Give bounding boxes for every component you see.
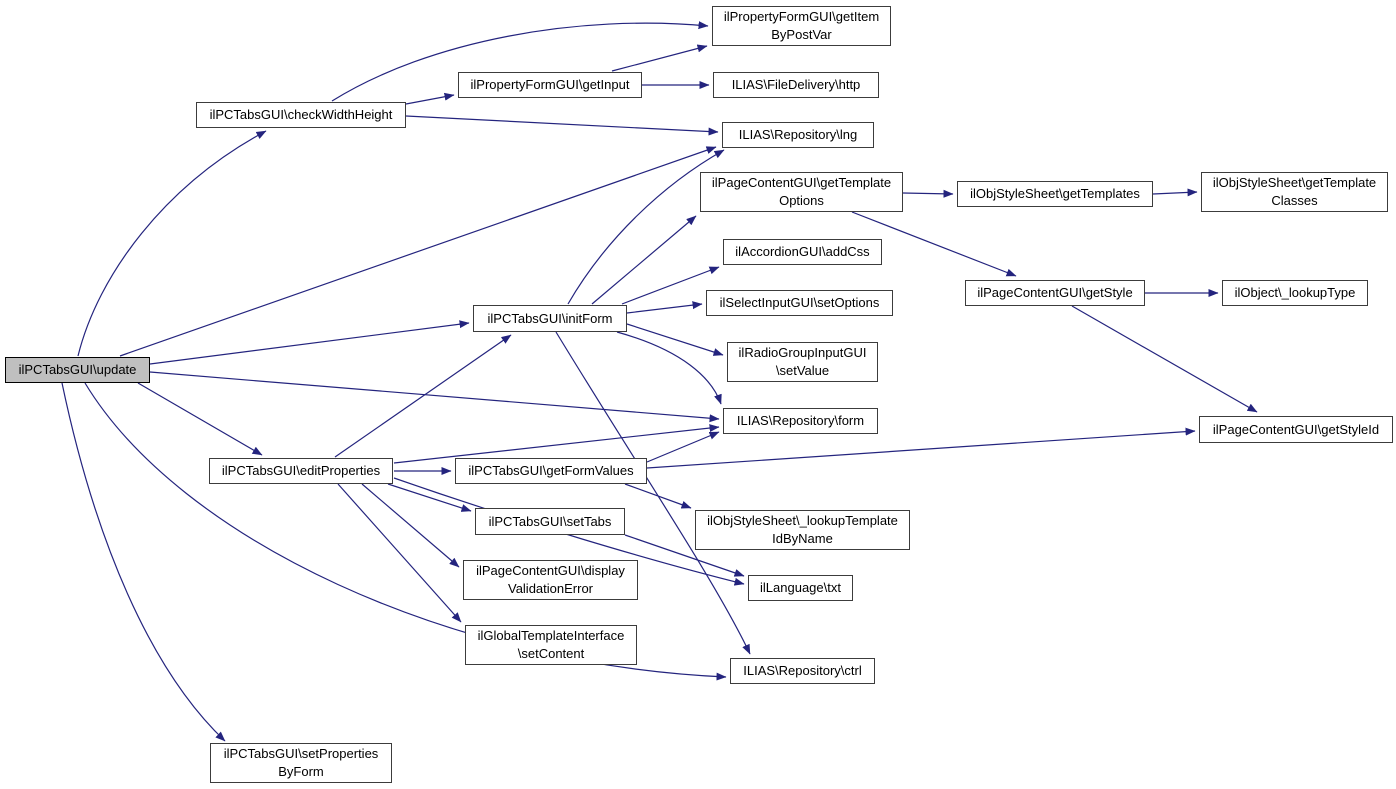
node-getTemplateOptions[interactable] — [700, 172, 903, 212]
node-setTabs[interactable] — [475, 508, 625, 535]
node-label: ByPostVar — [771, 27, 832, 42]
edge-getFormValues-getStyleId — [647, 431, 1195, 468]
node-label: ILIAS\Repository\form — [736, 413, 865, 429]
node-getStyle[interactable] — [965, 280, 1145, 306]
node-label: ilLanguage\txt — [760, 580, 841, 596]
node-label: ValidationError — [507, 581, 594, 596]
node-lng[interactable] — [722, 122, 874, 148]
node-label: ilPCTabsGUI\editProperties — [221, 463, 381, 479]
node-ctrl[interactable] — [730, 658, 875, 684]
node-label: IdByName — [772, 531, 833, 546]
node-label: Classes — [1271, 193, 1318, 208]
node-setOptions[interactable] — [706, 290, 893, 316]
node-label: ilObjStyleSheet\_lookupTemplate — [707, 513, 898, 529]
node-txt[interactable] — [748, 575, 853, 601]
node-setContent[interactable] — [465, 625, 637, 665]
node-form[interactable] — [723, 408, 878, 434]
node-label: ILIAS\Repository\ctrl — [743, 663, 862, 679]
node-label: ilPropertyFormGUI\getInput — [470, 77, 630, 93]
edge-editProperties-setTabs — [388, 484, 471, 511]
node-update[interactable] — [5, 357, 150, 383]
edge-initForm-addCss — [622, 267, 719, 304]
edge-initForm-getTemplateOptions — [592, 216, 696, 304]
node-label: ilObjStyleSheet\getTemplate — [1212, 175, 1377, 191]
edge-getFormValues-form — [647, 432, 719, 462]
edge-initForm-ctrl — [556, 332, 750, 654]
edge-update-setPropertiesByForm — [62, 383, 225, 741]
node-getFormValues[interactable] — [455, 458, 647, 484]
edge-update-editProperties — [138, 383, 262, 455]
edge-checkWidthHeight-lng — [406, 116, 718, 132]
node-http[interactable] — [713, 72, 879, 98]
edge-getFormValues-lookupTemplateIdByName — [625, 484, 691, 508]
edge-editProperties-initForm — [335, 335, 511, 457]
edge-update-form — [150, 372, 719, 419]
node-label: \setContent — [517, 646, 585, 661]
node-label: ILIAS\FileDelivery\http — [731, 77, 861, 93]
node-label: ILIAS\Repository\lng — [738, 127, 858, 143]
node-checkWidthHeight[interactable] — [196, 102, 406, 128]
edge-getTemplates-getTemplateClasses — [1153, 192, 1197, 194]
node-label: ilObject\_lookupType — [1234, 285, 1356, 301]
node-getTemplates[interactable] — [957, 181, 1153, 207]
node-label: ilPCTabsGUI\checkWidthHeight — [209, 107, 393, 123]
node-label: ilPropertyFormGUI\getItem — [723, 9, 880, 25]
node-label: ilPCTabsGUI\getFormValues — [468, 463, 634, 479]
node-lookupTemplateIdByName[interactable] — [695, 510, 910, 550]
node-label: ilPageContentGUI\display — [476, 563, 625, 579]
node-getItemByPostVar[interactable] — [712, 6, 891, 46]
node-getTemplateClasses[interactable] — [1201, 172, 1388, 212]
edge-update-checkWidthHeight — [78, 131, 266, 356]
edge-checkWidthHeight-getInput — [406, 95, 454, 104]
node-label: ilPageContentGUI\getStyle — [977, 285, 1133, 301]
edge-initForm-setOptions — [627, 304, 702, 313]
node-label: ilAccordionGUI\addCss — [735, 244, 870, 260]
node-editProperties[interactable] — [209, 458, 393, 484]
node-label: ilPageContentGUI\getStyleId — [1212, 421, 1380, 437]
node-displayValidationError[interactable] — [463, 560, 638, 600]
edge-getTemplateOptions-getTemplates — [903, 193, 953, 194]
node-setValue[interactable] — [727, 342, 878, 382]
edge-getInput-getItemByPostVar — [612, 46, 707, 71]
node-label: ilSelectInputGUI\setOptions — [719, 295, 880, 311]
node-label: ilPCTabsGUI\initForm — [487, 310, 613, 326]
node-setPropertiesByForm[interactable] — [210, 743, 392, 783]
node-label: \setValue — [775, 363, 830, 378]
node-label: ByForm — [278, 764, 324, 779]
node-label: ilObjStyleSheet\getTemplates — [970, 186, 1140, 202]
edge-initForm-form — [617, 332, 721, 404]
node-label: ilRadioGroupInputGUI — [738, 345, 867, 361]
node-label: ilPageContentGUI\getTemplate — [711, 175, 892, 191]
node-label: ilPCTabsGUI\setProperties — [223, 746, 379, 762]
edge-getStyle-getStyleId — [1072, 306, 1257, 412]
node-label: Options — [779, 193, 824, 208]
node-initForm[interactable] — [473, 305, 627, 332]
node-label: ilGlobalTemplateInterface — [477, 628, 625, 644]
node-lookupType[interactable] — [1222, 280, 1368, 306]
edge-editProperties-displayValidationError — [362, 484, 459, 567]
node-label: ilPCTabsGUI\update — [18, 362, 137, 378]
node-addCss[interactable] — [723, 239, 882, 265]
node-getStyleId[interactable] — [1199, 416, 1393, 443]
node-label: ilPCTabsGUI\setTabs — [488, 513, 612, 529]
node-getInput[interactable] — [458, 72, 642, 98]
